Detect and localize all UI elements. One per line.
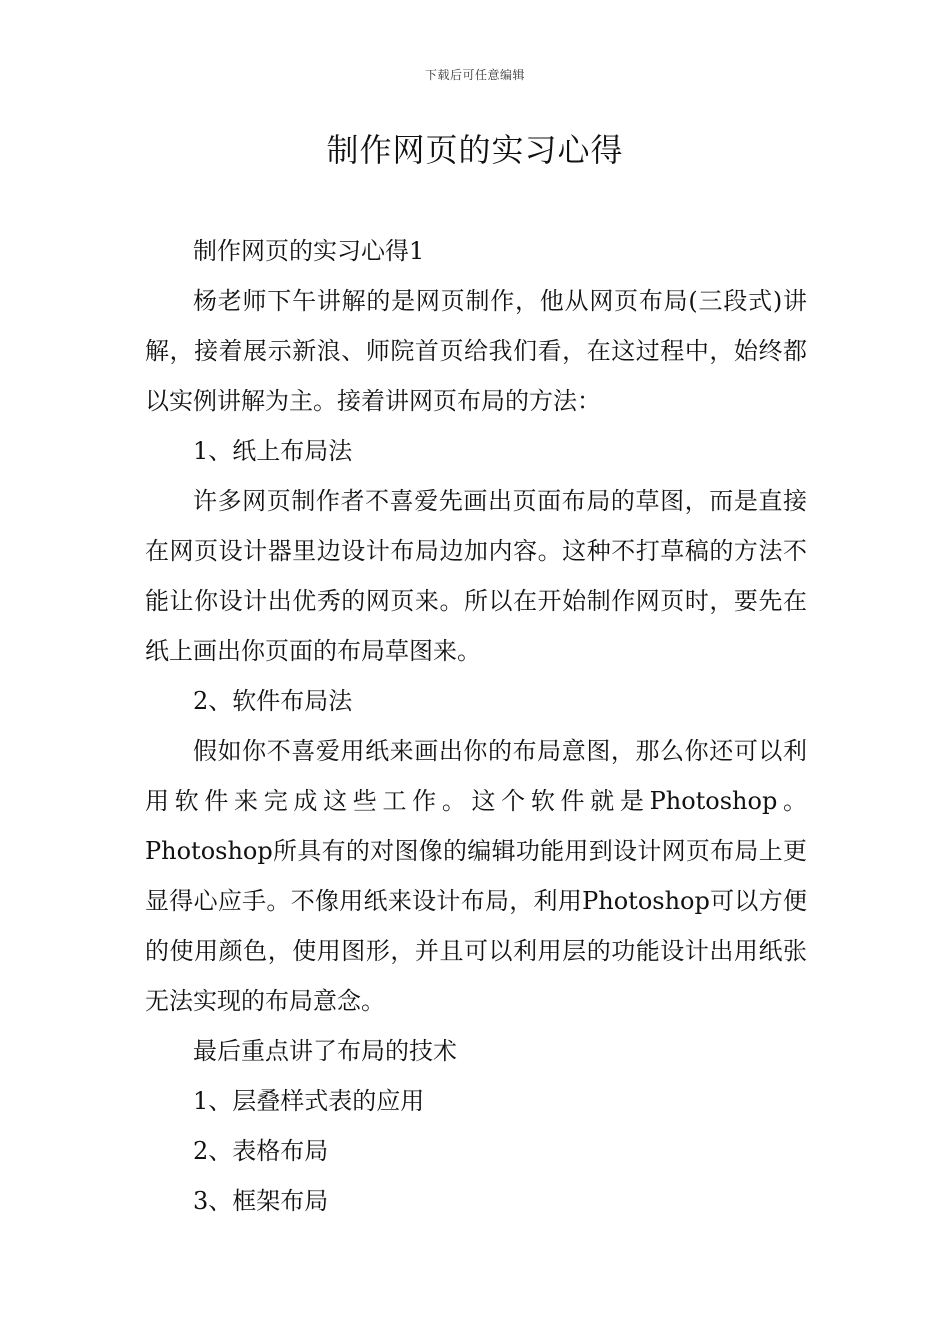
- header-note: 下载后可任意编辑: [424, 68, 525, 82]
- document-title: 制作网页的实习心得: [326, 131, 624, 169]
- list-item: 1、层叠样式表的应用: [193, 1087, 425, 1115]
- body-paragraph: 许多网页制作者不喜爱先画出页面布局的草图，而是直接在网页设计器里边设计布局边加内容。这种不打草稿的方法不能让你设计出优秀的网页来。所以在开始制作网页时，要先在纸上画出你页面的布局草图来。: [145, 487, 807, 665]
- body-paragraph: 假如你不喜爱用纸来画出你的布局意图，那么你还可以利用软件来完成这些工作。这个软件就是Photoshop。Photoshop所具有的对图像的编辑功能用到设计网页布局上更显得心应手。不像用纸来设计布局，利用Photoshop可以方便的使用颜色，使用图形，并且可以利用层的功能设计出用纸张无法实现的布局意念。: [145, 737, 807, 1015]
- list-item: 2、软件布局法: [193, 687, 353, 715]
- list-item: 3、框架布局: [193, 1187, 329, 1215]
- section-heading: 制作网页的实习心得1: [193, 237, 425, 265]
- list-item: 2、表格布局: [193, 1137, 329, 1165]
- list-item: 1、纸上布局法: [193, 437, 353, 465]
- body-paragraph: 最后重点讲了布局的技术: [193, 1037, 457, 1065]
- document-body: [145, 226, 807, 1226]
- body-paragraph: 杨老师下午讲解的是网页制作，他从网页布局(三段式)讲解，接着展示新浪、师院首页给我们看，在这过程中，始终都以实例讲解为主。接着讲网页布局的方法：: [145, 287, 807, 415]
